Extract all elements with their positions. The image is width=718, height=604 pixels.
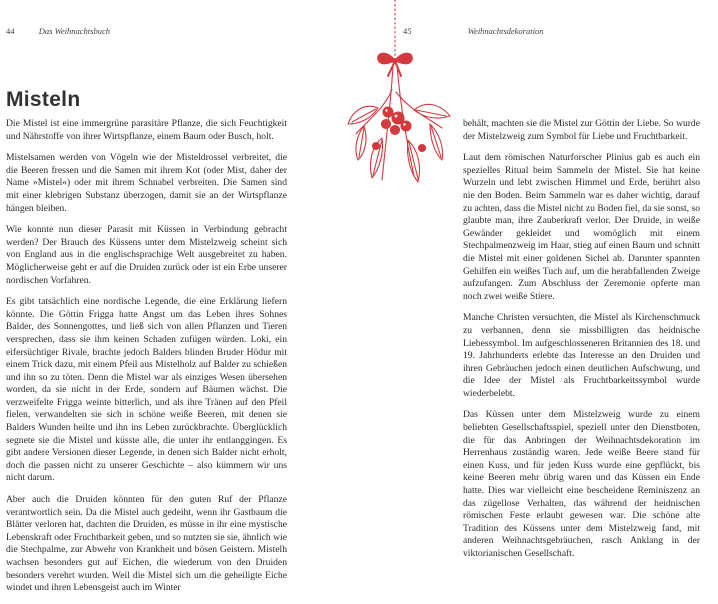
right-section-title: Weihnachtsdekoration <box>467 26 544 36</box>
paragraph: Wie konnte nun dieser Parasit mit Küssen in Verbindung gebracht werden? Der Brauch des Küssens unter dem Mistelzweig scheint sich von England aus in die englischsprachige Welt ausgebreitet zu haben. Möglicherweise geht er auf die Druiden zurück oder ist ein Erbe unserer nordischen Vorfahren. <box>6 224 287 286</box>
paragraph: Mistelsamen werden von Vögeln wie der Misteldrossel verbreitet, die die Beeren fressen und die Samen mit ihrem Kot (oder Mist, daher der Name »Mistel«) oder mit ihrem Schnabel verbreiten. Die Samen sind mit einer klebrigen Substanz überzogen, damit sie an der Wirtspflanze hängen bleiben. <box>6 152 287 214</box>
paragraph: Manche Christen versuchten, die Mistel als Kirchenschmuck zu verbannen, denn sie missbilligten das heidnische Liebessymbol. Im aufgeschlosseneren Britannien des 18. und 19. Jahrhunderts erlebte das Interesse an den Druiden und ihren Gebräuchen jedoch einen deutlichen Aufschwung, und die Idee der Mistel als Fruchtbarkeitssymbol wurde wiederbelebt. <box>463 312 700 399</box>
paragraph: Aber auch die Druiden könnten für den guten Ruf der Pflanze verantwortlich sein. Da die Mistel auch gedeiht, wenn ihr Gastbaum die Blätter verloren hat, dachten die Druiden, es müsse in ihr eine mystische Lebenskraft oder Fruchtbarkeit geben, und so nutzten sie sie, ähnlich wie die Stechpalme, zur Abwehr von Krankheit und bösen Geistern. Mistelh wachsen besonders gut auf Eichen, die wiederum von den Druiden besonders verehrt wurden. Weil die Mistel sich um die geheiligte Eiche windet und ihren Lebensgeist auch im Winter <box>6 494 287 594</box>
right-text-column <box>463 118 700 570</box>
left-book-title: Das Weihnachtsbuch <box>38 26 110 36</box>
paragraph: Die Mistel ist eine immergrüne parasitäre Pflanze, die sich Feuchtigkeit und Nährstoffe von ihrer Wirtspflanze, einem Baum oder Busch, holt. <box>6 118 287 142</box>
paragraph: behält, machten sie die Mistel zur Göttin der Liebe. So wurde der Mistelzweig zum Symbol für Liebe und Fruchtbarkeit. <box>463 118 700 142</box>
left-page-number: 44 <box>6 26 15 36</box>
left-page <box>0 0 360 594</box>
chapter-title: Misteln <box>6 88 81 111</box>
right-page-number: 45 <box>403 26 412 36</box>
paragraph: Laut dem römischen Naturforscher Plinius gab es auch ein spezielles Ritual beim Sammeln der Mistel. Sie hat keine Wurzeln und lebt zwischen Himmel und Erde, berührt also nie den Boden. Beim Sammeln war es daher wichtig, darauf zu achten, dass die Mistel nicht zu Boden fiel, da sie sonst, so glaubte man, ihre Zauberkraft verlor. Der Druide, in weiße Gewänder gekleidet und womöglich mit einem Stechpalmenzweig im Haar, stieg auf einen Baum und schnitt die Mistel mit einer goldenen Sichel ab. Darunter spannten Gehilfen ein weißes Tuch auf, um die herabfallenden Zweige aufzufangen. Zum Abschluss der Zeremonie opferte man noch zwei weiße Stiere. <box>463 152 700 302</box>
paragraph: Es gibt tatsächlich eine nordische Legende, die eine Erklärung liefern könnte. Die Göttin Frigga hatte Angst um das Leben ihres Sohnes Balder, des Sonnengottes, und ließ sich von allen Pflanzen und Tieren versprechen, dass sie ihm keinen Schaden zufügen würden. Loki, ein eifersüchtiger Rivale, brachte jedoch Balders blinden Bruder Hödur mit einem Trick dazu, mit einem Pfeil aus Mistelholz auf Balder zu schießen und ihn so zu töten. Denn die Mistel war als einziges Wesen übersehen worden, da sie nicht in der Erde, sondern auf Bäumen wächst. Die verzweifelte Frigga weinte bitterlich, und als ihre Tränen auf den Pfeil fielen, verwandelten sie sich in schöne weiße Beeren, mit denen sie Balders Wunden heilte und ihn ins Leben zurückbrachte. Überglücklich segnete sie die Mistel und küsste alle, die unter ihr entlanggingen. Es gibt andere Versionen dieser Legende, in denen sich Balder nicht erholt, doch die passen nicht zu unserer Geschichte – also kümmern wir uns nicht darum. <box>6 296 287 484</box>
left-text-column <box>6 118 287 604</box>
left-running-head <box>6 26 110 36</box>
mistletoe-illustration-icon <box>338 0 460 210</box>
paragraph: Das Küssen unter dem Mistelzweig wurde zu einem beliebten Gesellschaftsspiel, speziell unter den Dienstboten, die für das Anbringen der Weihnachtsdekoration im Herrenhaus zuständig waren. Jede weiße Beere stand für einen Kuss, und für jeden Kuss wurde eine gepflückt, bis keine Beeren mehr übrig waren und das Küssen ein Ende hatte. Dies war vielleicht eine bescheidene Reminiszenz an das zügellose Verhalten, das während der heidnischen römischen Feste erlaubt gewesen war. Die schöne alte Tradition des Küssens unter dem Mistelzweig fand, mit anderen Weihnachtsgebräuchen, rasch Anklang in der viktorianischen Gesellschaft. <box>463 409 700 559</box>
